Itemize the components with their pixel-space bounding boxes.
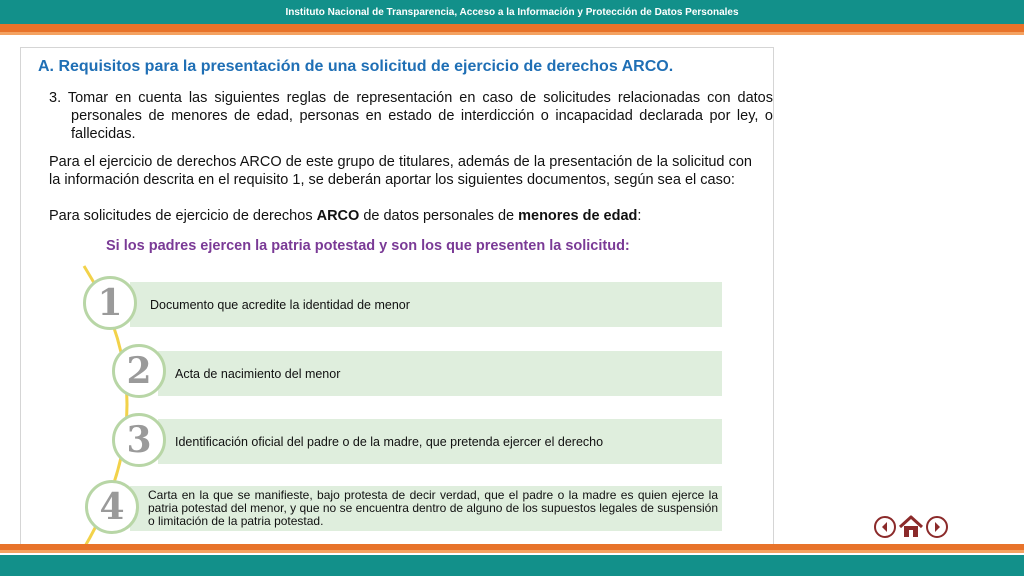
step-4-number-circle: 4 [85,480,139,534]
section-heading: A. Requisitos para la presentación de una solicitud de ejercicio de derechos ARCO. [38,58,674,75]
navigation-controls [874,515,948,539]
minors-paragraph-prefix: Para solicitudes de ejercicio de derechos [49,208,317,224]
arrow-right-icon [931,521,943,533]
parents-subheading: Si los padres ejercen la patria potestad y son los que presenten la solicitud: [106,238,630,254]
header-bar [0,0,1024,24]
home-button[interactable] [898,515,924,539]
minors-paragraph [49,207,752,225]
documents-paragraph: Para el ejercicio de derechos ARCO de este grupo de titulares, además de la presentación de la solicitud con la información descrita en el requisito 1, se deberán aportar los siguientes documentos, según sea el caso: [49,154,752,188]
step-2-number-circle: 2 [112,344,166,398]
step-4-box [130,486,722,531]
minors-paragraph-mid: de datos personales de [359,208,519,224]
step-1-number-circle: 1 [83,276,137,330]
arrow-left-icon [879,521,891,533]
step-3-box [158,419,722,464]
step-3-number-circle: 3 [112,413,166,467]
header-orange-stripe-light [0,32,1024,35]
step-2-text: Acta de nacimiento del menor [175,366,341,381]
header-title: Instituto Nacional de Transparencia, Acceso a la Información y Protección de Datos Personales [285,6,739,18]
step-1-box [130,282,722,327]
step-1-text: Documento que acredite la identidad de menor [150,297,410,312]
step-3-text: Identificación oficial del padre o de la madre, que pretenda ejercer el derecho [175,434,604,449]
footer-bar [0,555,1024,576]
step-4-text: Carta en la que se manifieste, bajo protesta de decir verdad, que el padre o la madre es quien ejerce la patria potestad del menor, y que no se encuentra dentro de alguno de los supuestos legales de suspensión o limitación de la patria potestad. [148,488,718,528]
home-icon [898,515,924,539]
rule-paragraph: 3. Tomar en cuenta las siguientes reglas de representación en caso de solicitudes relacionadas con datos personales de menores de edad, personas en estado de interdicción o incapacidad declarada por ley, o fallecidas. [49,90,773,142]
minors-paragraph-arco: ARCO [316,208,360,224]
minors-paragraph-suffix: : [637,208,642,224]
header-orange-stripe [0,24,1024,32]
next-button[interactable] [926,516,948,538]
prev-button[interactable] [874,516,896,538]
footer-orange-stripe-light [0,550,1024,553]
minors-paragraph-minors: menores de edad [518,208,638,224]
step-2-box [158,351,722,396]
